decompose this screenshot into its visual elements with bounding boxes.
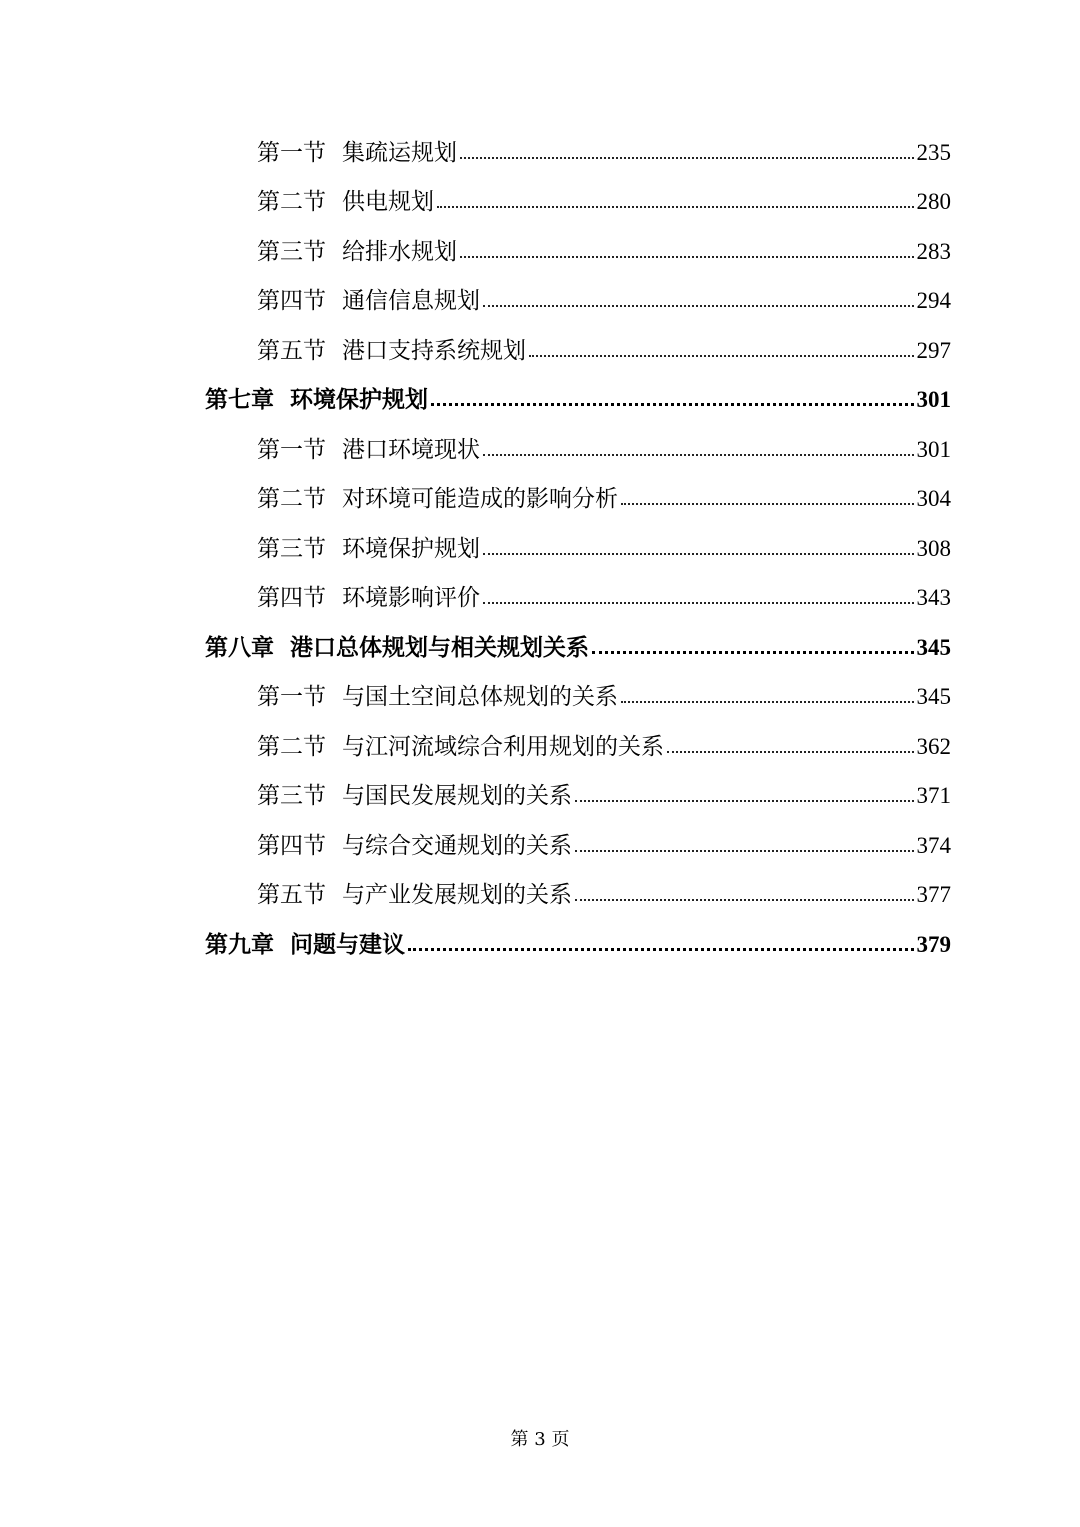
toc-entry-page: 280 [916,189,951,214]
toc-entry-title: 集疏运规划 [342,139,457,166]
toc-entry-number: 第四节 [257,585,326,611]
toc-entry-page: 297 [916,337,951,363]
toc-entry-title: 港口支持系统规划 [342,337,526,364]
toc-entry-section[interactable] [205,863,951,913]
dot-leader [431,403,914,406]
dot-leader [575,899,914,901]
toc-entry-chapter[interactable] [205,912,951,962]
toc-entry-page: 343 [916,585,951,610]
toc-entry-section[interactable] [205,665,951,715]
toc-entry-page: 374 [916,832,951,858]
toc-entry-section[interactable] [205,170,951,220]
toc-entry-section[interactable] [205,318,951,368]
dot-leader [460,157,914,159]
toc-entry-title: 与国土空间总体规划的关系 [342,684,618,710]
toc-entry-number: 第一节 [257,684,326,710]
dot-leader [460,256,914,258]
dot-leader [621,503,914,505]
toc-entry-page: 304 [916,486,951,511]
toc-entry-number: 第一节 [257,436,326,463]
toc-entry-number: 第四节 [257,832,326,859]
toc-entry-page: 294 [916,288,951,313]
toc-entry-section[interactable] [205,219,951,269]
toc-entry-page: 345 [916,684,951,709]
toc-entry-title: 与产业发展规划的关系 [342,882,572,908]
page-footer [0,1425,1080,1451]
toc-entry-page: 308 [916,535,951,561]
toc-entry-page: 235 [916,139,951,165]
toc-entry-number: 第五节 [257,882,326,908]
toc-entry-page: 301 [916,387,951,412]
toc-entry-number: 第二节 [257,486,326,512]
toc-entry-title: 供电规划 [342,189,434,215]
toc-entry-number: 第三节 [257,783,326,809]
table-of-contents [205,120,951,962]
toc-entry-title: 环境影响评价 [342,585,480,611]
dot-leader [621,701,914,703]
dot-leader [592,651,914,654]
toc-entry-section[interactable] [205,813,951,863]
toc-entry-page: 283 [916,238,951,264]
toc-entry-section[interactable] [205,417,951,467]
toc-entry-number: 第四节 [257,288,326,314]
dot-leader [575,800,914,802]
toc-entry-title: 环境保护规划 [290,386,428,413]
toc-entry-number: 第五节 [257,337,326,364]
toc-entry-number: 第三节 [257,238,326,265]
toc-entry-page: 379 [916,931,951,957]
toc-entry-number: 第二节 [257,189,326,215]
toc-entry-title: 问题与建议 [290,930,405,958]
toc-entry-title: 与国民发展规划的关系 [342,783,572,809]
toc-entry-number: 第二节 [257,733,326,760]
toc-entry-number: 第三节 [257,535,326,562]
toc-entry-chapter[interactable] [205,368,951,418]
toc-entry-page: 362 [916,733,951,759]
dot-leader [667,751,914,753]
toc-entry-page: 371 [916,783,951,808]
toc-entry-title: 环境保护规划 [342,535,480,562]
toc-entry-title: 通信信息规划 [342,288,480,314]
toc-entry-number: 第八章 [205,633,274,661]
dot-leader [483,553,914,555]
toc-entry-number: 第九章 [205,930,274,958]
toc-entry-chapter[interactable] [205,615,951,665]
dot-leader [575,850,914,852]
toc-entry-section[interactable] [205,714,951,764]
toc-entry-title: 与综合交通规划的关系 [342,832,572,859]
toc-entry-title: 给排水规划 [342,238,457,265]
toc-entry-section[interactable] [205,467,951,517]
dot-leader [529,355,914,357]
dot-leader [483,602,914,604]
toc-entry-title: 港口环境现状 [342,436,480,463]
dot-leader [483,305,914,307]
page-number-label: 第 3 页 [510,1429,570,1450]
toc-entry-title: 对环境可能造成的影响分析 [342,486,618,512]
toc-entry-section[interactable] [205,566,951,616]
toc-entry-page: 301 [916,436,951,462]
toc-entry-section[interactable] [205,516,951,566]
toc-entry-page: 345 [916,634,951,660]
dot-leader [437,206,914,208]
toc-entry-number: 第七章 [205,386,274,413]
dot-leader [408,948,914,951]
toc-entry-number: 第一节 [257,139,326,166]
dot-leader [483,454,914,456]
toc-entry-page: 377 [916,882,951,907]
toc-entry-title: 港口总体规划与相关规划关系 [290,633,589,661]
toc-entry-section[interactable] [205,120,951,170]
toc-entry-title: 与江河流域综合利用规划的关系 [342,733,664,760]
toc-entry-section[interactable] [205,269,951,319]
toc-entry-section[interactable] [205,764,951,814]
